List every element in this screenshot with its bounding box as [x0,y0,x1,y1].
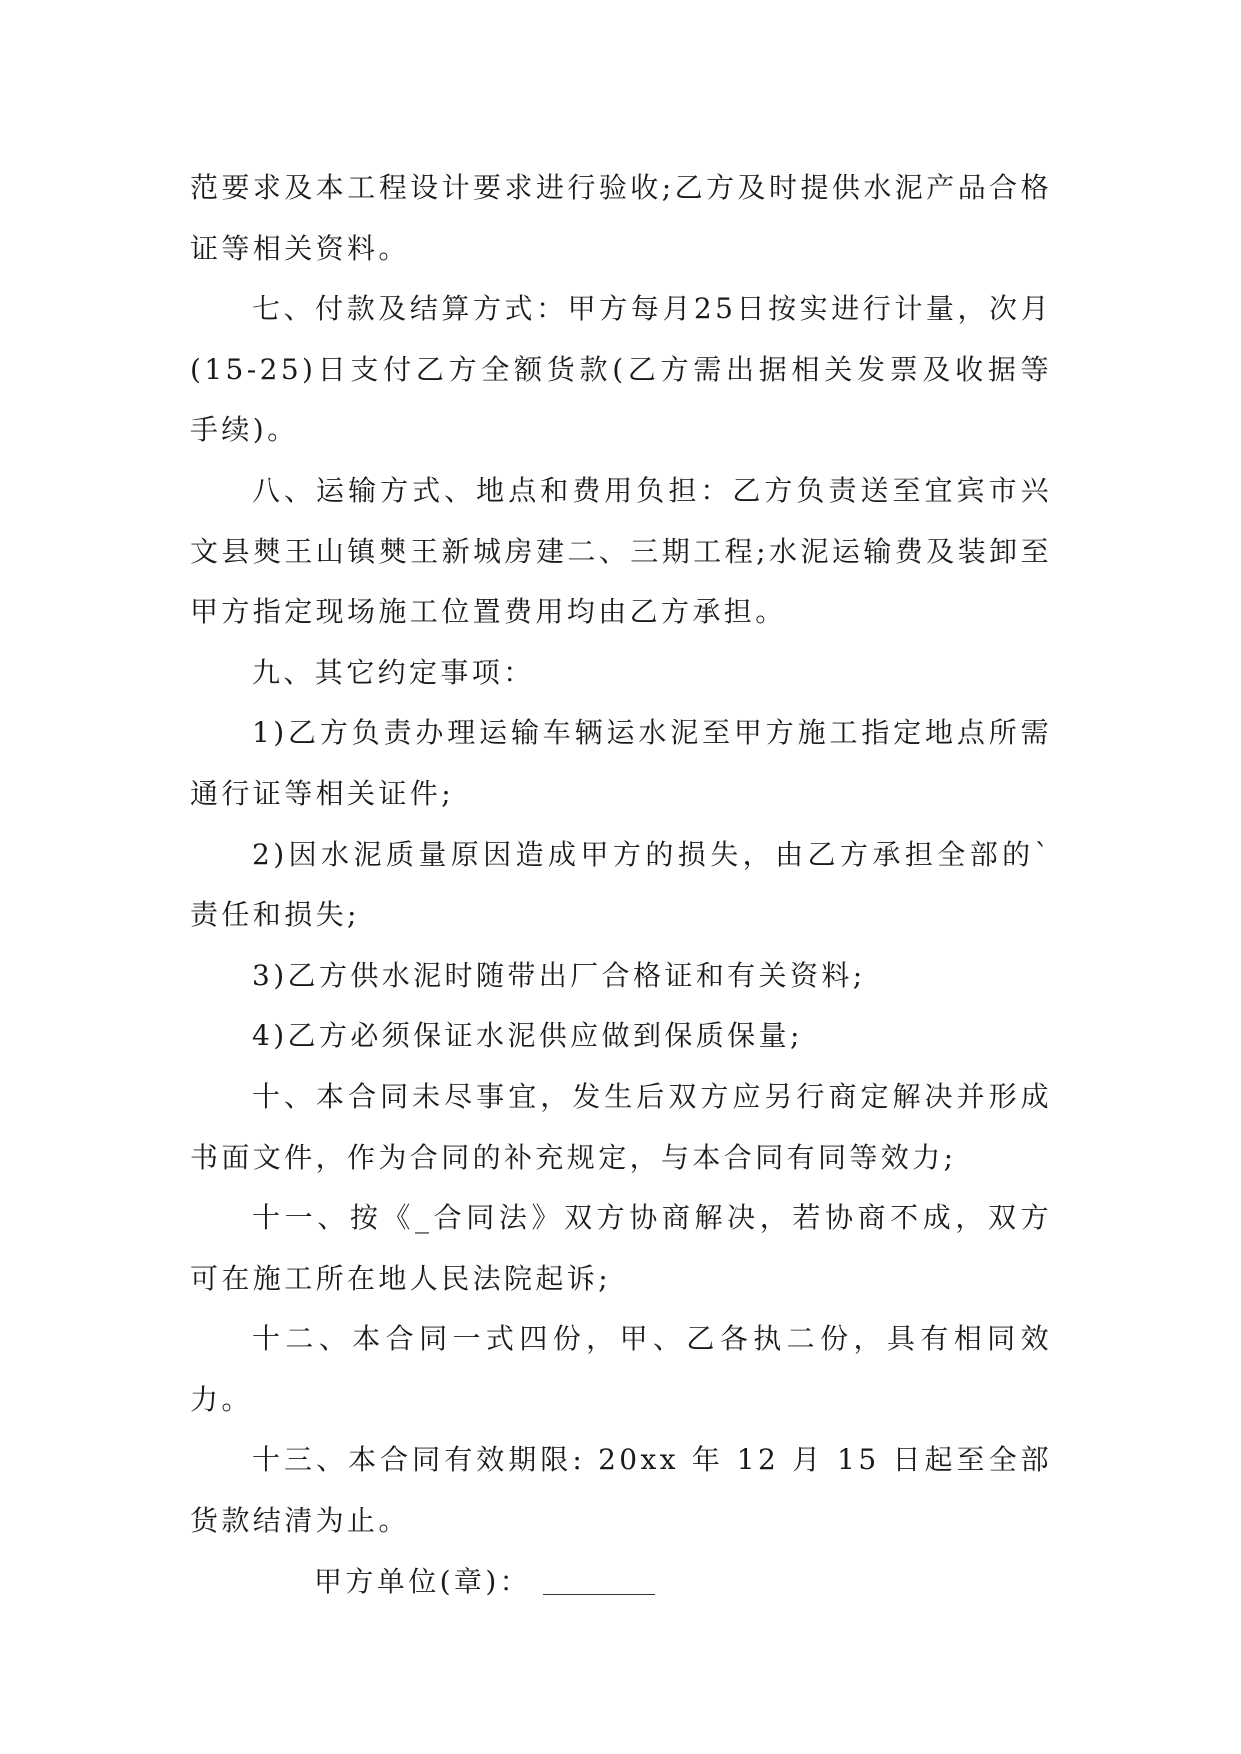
paragraph-clause-9-item-4: 4)乙方必须保证水泥供应做到保质保量; [252,1019,803,1053]
paragraph-clause-7-payment: 七、付款及结算方式：甲方每月25日按实进行计量，次月(15-25)日支付乙方全额货款(乙方需出据相关发票及收据等手续)。 [190,292,1052,447]
paragraph-clause-8-transport: 八、运输方式、地点和费用负担：乙方负责送至宜宾市兴文县僰王山镇僰王新城房建二、三期工程;水泥运输费及装卸至甲方指定现场施工位置费用均由乙方承担。 [190,473,1052,629]
document-page [190,158,1052,1612]
paragraph-clause-12: 十二、本合同一式四份，甲、乙各执二份，具有相同效力。 [190,1322,1052,1416]
paragraph-acceptance-continued: 范要求及本工程设计要求进行验收;乙方及时提供水泥产品合格证等相关资料。 [190,171,1052,265]
signature-blank-underline [543,1594,655,1595]
paragraph-clause-11: 十一、按《_合同法》双方协商解决，若协商不成，双方可在施工所在地人民法院起诉; [190,1201,1052,1295]
paragraph-clause-9-item-2: 2)因水泥质量原因造成甲方的损失，由乙方承担全部的`责任和损失; [190,837,1052,932]
paragraph-clause-9-item-1: 1)乙方负责办理运输车辆运水泥至甲方施工指定地点所需通行证等相关证件; [190,716,1052,810]
paragraph-clause-9-item-3: 3)乙方供水泥时随带出厂合格证和有关资料; [252,958,866,992]
signature-label-party-a: 甲方单位(章)： [314,1564,532,1598]
paragraph-clause-10: 十、本合同未尽事宜，发生后双方应另行商定解决并形成书面文件，作为合同的补充规定，与本合同有同等效力; [190,1079,1052,1174]
paragraph-clause-9-heading: 九、其它约定事项： [252,655,535,689]
paragraph-clause-13: 十三、本合同有效期限: 20xx 年 12 月 15 日起至全部货款结清为止。 [190,1443,1052,1538]
signature-line-party-a [190,1552,1052,1613]
